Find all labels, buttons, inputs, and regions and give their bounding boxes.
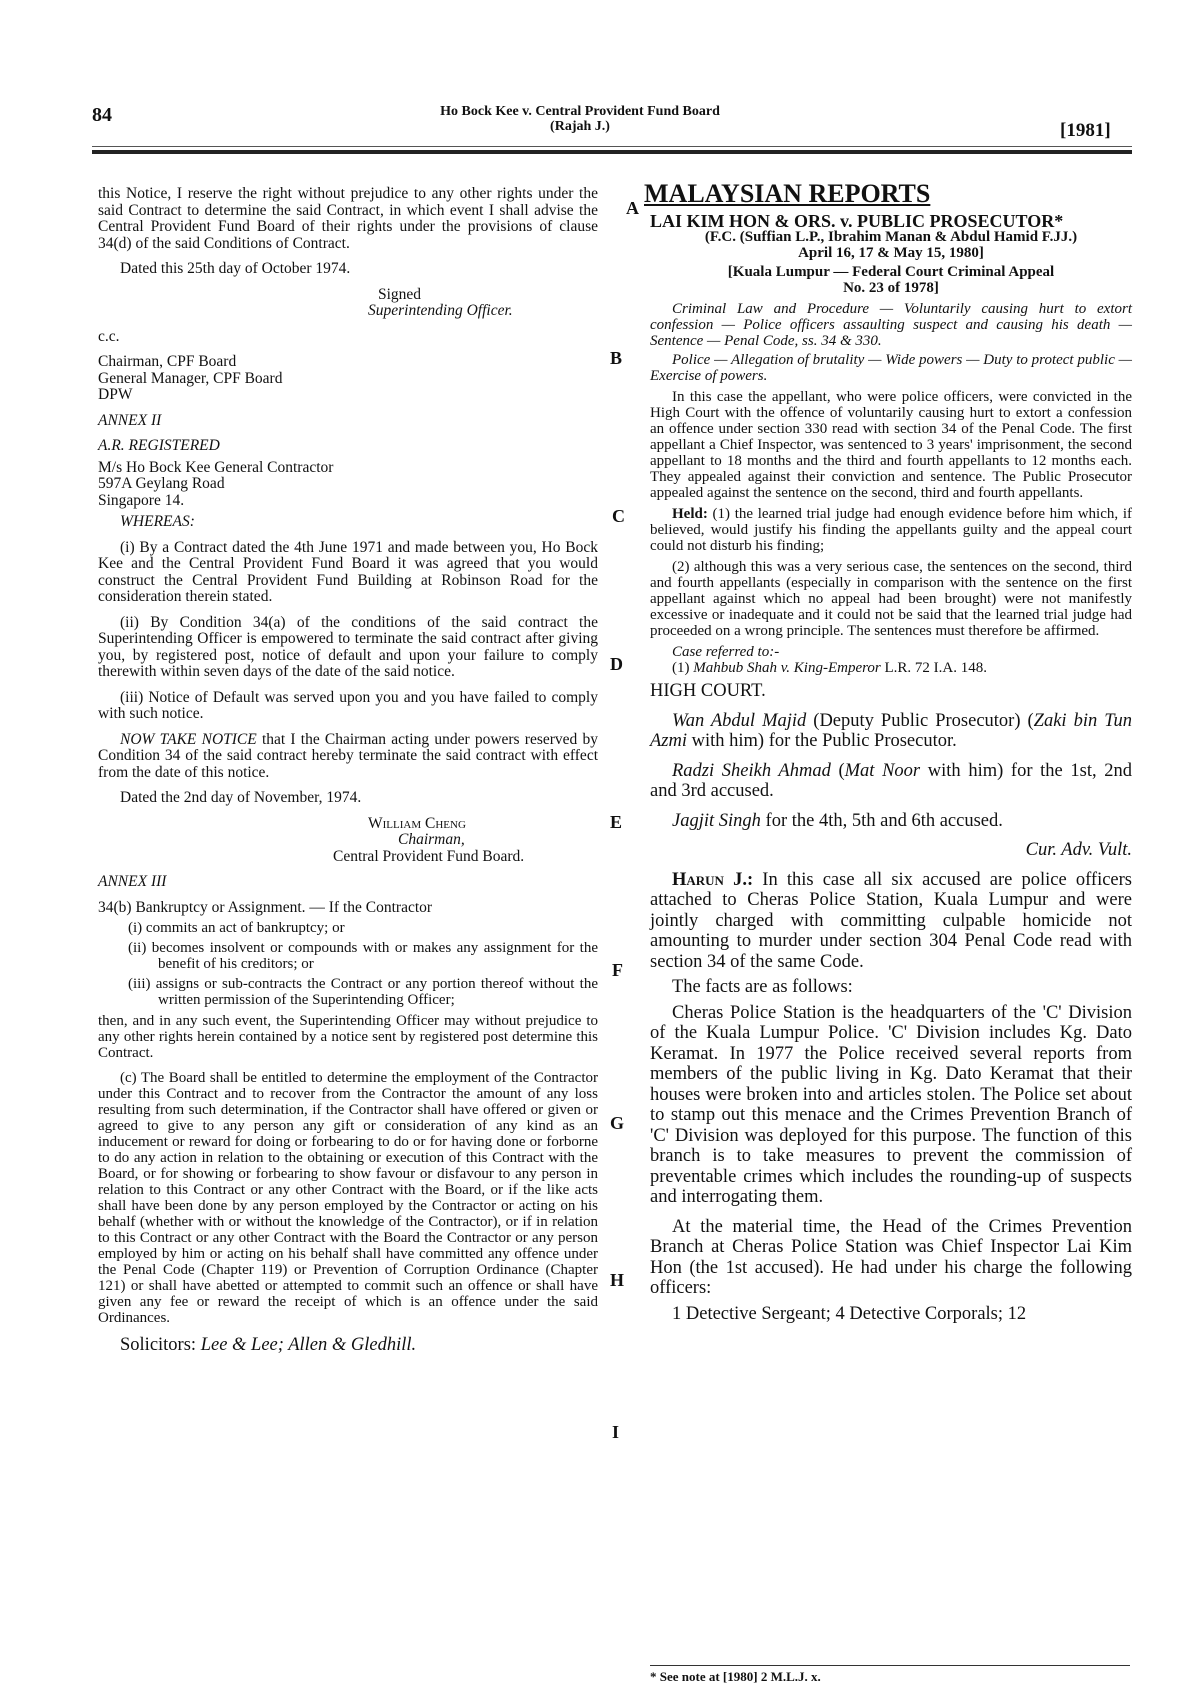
cc-recipient: General Manager, CPF Board — [98, 369, 283, 387]
notice-paragraph: this Notice, I reserve the right without prejudice to any other rights under the said Contract to determine the said Contract, in which event I shall advise the Central Provident Fund Board of their rights under the provisions of clause 34(d) of the said Conditions of Contract. — [98, 185, 598, 252]
left-column — [98, 186, 598, 1356]
dated-first: Dated this 25th day of October 1974. — [120, 260, 351, 277]
margin-letter-c: C — [612, 506, 625, 526]
whereas-clause: (iii) Notice of Default was served upon you and you have failed to comply with such notice. — [98, 688, 598, 722]
judge-name: Harun J.: — [672, 869, 754, 890]
take-notice-lead: NOW TAKE NOTICE — [120, 730, 257, 748]
clause-item: (i) commits an act of bankruptcy; or — [128, 920, 345, 936]
clause-34b: 34(b) Bankruptcy or Assignment. — If the Contractor — [98, 898, 433, 916]
counsel-text: for the 4th, 5th and 6th accused. — [760, 810, 1003, 831]
held-text: (1) the learned trial judge had enough evidence before him which, if believed, would justify his finding the appellants guilty and the appeal court could not disturb his finding; — [650, 506, 1132, 554]
margin-letter-e: E — [610, 812, 623, 832]
headnote-facts: In this case the appellant, who were police officers, were convicted in the High Court with the offence of voluntarily causing hurt to extort a confession an offence under section 330 read with section 34 of the Penal Code. The first appellant a Chief Inspector, was sentenced to 3 years' imprisonment, the second appellant to 18 months and the third and fourth appellants to 12 months each. They appealed against their conviction and sentence. The Public Prosecutor appealed against the sentence on the second, third and fourth appellants. — [650, 389, 1132, 501]
reports-title: MALAYSIAN REPORTS — [644, 179, 931, 208]
judgment-paragraph: Cheras Police Station is the headquarters of the 'C' Division of the Kuala Lumpur Police. 'C' Division includes Kg. Dato Keramat. In 1977 the Police received several reports from members of the public living in Kg. Dato Keramat that their houses were broken into and articles stolen. The Police set about to stamp out this menace and the Crimes Prevention Branch of 'C' Division was deployed for this purpose. The function of this branch is to take measures to prevent the commission of preventable crimes which includes the rounding-up of suspects and interrogating them. — [650, 1002, 1132, 1207]
counsel-name: Mat Noor — [844, 760, 921, 781]
cc-recipient: Chairman, CPF Board — [98, 353, 237, 370]
counsel-name: Wan Abdul Majid — [672, 710, 807, 731]
margin-letter-f: F — [612, 960, 623, 980]
high-court-heading: HIGH COURT. — [650, 681, 766, 701]
running-header-judge: (Rajah J.) — [550, 119, 610, 134]
solicitors-names: Lee & Lee; Allen & Gledhill. — [200, 1335, 417, 1355]
judgment-text: In this case all six accused are police officers attached to Cheras Police Station, Kuala Lumpur and were jointly charged with committing culpable homicide not amounting to murder under section 304 Penal Code read with section 34 of the same Code. — [650, 869, 1133, 972]
cc-recipient: DPW — [98, 386, 133, 403]
page-number: 84 — [92, 104, 112, 126]
whereas-clause: (ii) By Condition 34(a) of the conditions of the said contract the Superintending Officer is empowered to terminate the said contract after giving you, by registered post, notice of default and upon your failure to comply therewith within seven days of the date of the said notice. — [98, 613, 598, 680]
footnote: * See note at [1980] 2 M.L.J. x. — [650, 1665, 1130, 1685]
address-line: M/s Ho Bock Kee General Contractor — [98, 458, 334, 476]
bench-line: (F.C. (Suffian L.P., Ibrahim Manan & Abdul Hamid F.JJ.) — [704, 229, 1078, 245]
cur-adv-vult: Cur. Adv. Vult. — [1025, 840, 1132, 860]
margin-letter-b: B — [610, 348, 623, 368]
court-line: No. 23 of 1978] — [843, 280, 939, 296]
headnote-held — [650, 506, 1132, 554]
annex-iii-heading: ANNEX III — [98, 873, 167, 890]
counsel-text: (Deputy Public Prosecutor) ( — [806, 710, 1034, 731]
margin-letter-h: H — [610, 1270, 625, 1290]
cc-label: c.c. — [98, 327, 120, 345]
take-notice-text: that I the Chairman acting under powers reserved by Condition 34 of the said contract hereby terminate the said contract with effect from the date of this notice. — [98, 730, 599, 781]
case-ref-number: (1) — [672, 660, 694, 676]
catchwords: Police — Allegation of brutality — Wide powers — Duty to protect public — Exercise of powers. — [650, 352, 1132, 384]
counsel-line — [650, 811, 1132, 832]
headnote-held: (2) although this was a very serious case, the sentences on the second, third and fourth appellants (especially in comparison with the sentence on the first appellant against which no appeal had been brought) were not manifestly excessive or inadequate and it could not be said that the learned trial judge had proceeded on a wrong principle. The sentences must therefore be affirmed. — [650, 559, 1132, 639]
address-line: 597A Geylang Road — [98, 475, 225, 492]
counsel-name: Jagjit Singh — [672, 810, 761, 831]
judgment-paragraph: The facts are as follows: — [672, 977, 853, 997]
clause-then: then, and in any such event, the Superintending Officer may without prejudice to any other rights herein contained by a notice sent by registered post determine this Contract. — [98, 1013, 598, 1061]
whereas-clause: (i) By a Contract dated the 4th June 1971 and made between you, Ho Bock Kee and the Central Provident Fund Board it was agreed that you would construct the Central Provident Fund Building at Robinson Road for the consideration therein stated. — [98, 538, 598, 605]
clause-item: (ii) becomes insolvent or compounds with or makes any assignment for the benefit of his creditors; or — [128, 940, 598, 972]
running-header-case: Ho Bock Kee v. Central Provident Fund Board — [440, 104, 720, 119]
margin-letter-a: A — [626, 198, 639, 218]
counsel-name: Zaki bin Tun Azmi — [650, 710, 1132, 751]
address-line: Singapore 14. — [98, 491, 185, 509]
case-referred-label: Case referred to:- — [672, 644, 780, 660]
counsel-line — [650, 711, 1132, 752]
counsel-text: with him) for the Public Prosecutor. — [687, 731, 957, 751]
report-year: [1981] — [1060, 120, 1111, 141]
signatory-title: Chairman, — [398, 831, 465, 848]
right-column — [644, 179, 1133, 1324]
margin-letter-i: I — [612, 1422, 620, 1442]
signatory-name: William Cheng — [368, 814, 466, 832]
case-ref-name: Mahbub Shah v. King-Emperor — [693, 660, 881, 676]
margin-letter-d: D — [610, 654, 623, 674]
margin-letter-g: G — [610, 1113, 625, 1133]
signatory-organisation: Central Provident Fund Board. — [333, 847, 525, 865]
hearing-dates: April 16, 17 & May 15, 1980] — [798, 245, 984, 261]
counsel-line — [650, 761, 1132, 802]
counsel-text: with him) for the 1st, 2nd and 3rd accused. — [650, 760, 1132, 801]
held-label: Held: — [672, 506, 708, 522]
case-title: LAI KIM HON & ORS. v. PUBLIC PROSECUTOR* — [650, 210, 1064, 231]
header-rule-thin — [92, 146, 1132, 147]
judgment-paragraph — [650, 870, 1132, 973]
annex-ii-heading: ANNEX II — [98, 411, 162, 429]
signed-label: Signed — [378, 285, 422, 303]
whereas-heading: WHEREAS: — [120, 513, 195, 530]
judgment-paragraph: At the material time, the Head of the Crimes Prevention Branch at Cheras Police Station was Chief Inspector Lai Kim Hon (the 1st accused). He had under his charge the following officers: — [650, 1216, 1132, 1298]
counsel-name: Radzi Sheikh Ahmad — [672, 760, 831, 781]
clause-item: (iii) assigns or sub-contracts the Contract or any portion thereof without the written permission of the Superintending Officer; — [128, 976, 598, 1008]
case-ref-citation: L.R. 72 I.A. 148. — [880, 660, 987, 676]
case-referred — [650, 660, 1132, 676]
signer-title: Superintending Officer. — [368, 302, 513, 319]
solicitors-label: Solicitors: — [120, 1335, 201, 1355]
clause-c: (c) The Board shall be entitled to determine the employment of the Contractor under this Contract and to recover from the Contractor the amount of any loss resulting from such determination, if the Contractor shall have offered or given or agreed to give to any person any gift or consideration of any kind as an inducement or reward for doing or forbearing to do or for having done or forborne to do any action in relation to the obtaining or execution of this Contract with the Board, or for showing or forbearing to show favour or disfavour to any person in relation to this Contract or any other Contract with the Board, or if the like acts shall have been done by any person employed by the Contractor or acting on his behalf (whether with or without the knowledge of the Contractor), or if in relation to this Contract or any other Contract with the Board the Contractor or any person employed by him or acting on his behalf shall have committed any offence under the Penal Code (Chapter 119) or Prevention of Corruption Ordinance (Chapter 121) or shall have abetted or attempted to commit such an offence or shall have given any fee or reward the receipt of which is an offence under the said Ordinances. — [98, 1070, 598, 1326]
header-rule — [92, 150, 1132, 154]
take-notice-paragraph — [98, 732, 598, 782]
judgment-paragraph: 1 Detective Sergeant; 4 Detective Corporals; 12 — [672, 1303, 1027, 1324]
counsel-text: ( — [830, 760, 845, 781]
ar-registered: A.R. REGISTERED — [98, 437, 220, 454]
solicitors-line — [98, 1335, 598, 1356]
court-line: [Kuala Lumpur — Federal Court Criminal Appeal — [727, 264, 1055, 280]
catchwords: Criminal Law and Procedure — Voluntarily causing hurt to extort confession — Police officers assaulting suspect and causing his death — Sentence — Penal Code, ss. 34 & 330. — [650, 301, 1132, 349]
dated-second: Dated the 2nd day of November, 1974. — [120, 789, 362, 806]
running-header — [330, 104, 830, 134]
